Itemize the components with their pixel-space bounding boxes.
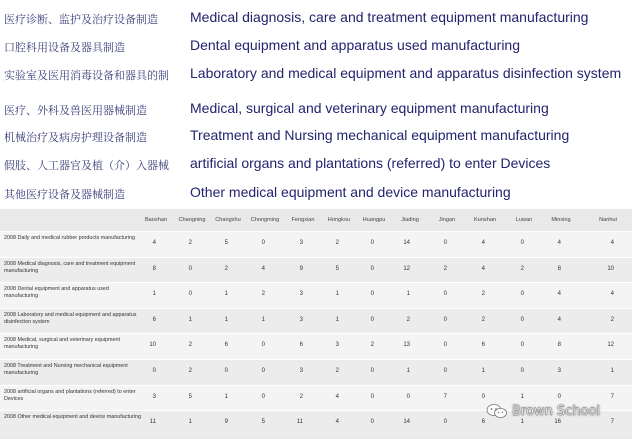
- row-label: 2008 Medical, surgical and veterinary equipment manufacturing: [4, 337, 120, 351]
- table-cell: 8: [557, 342, 561, 349]
- table-cell: 6: [481, 342, 485, 349]
- term-en: Dental equipment and apparatus used manufacturing: [190, 37, 520, 53]
- table-cell: 2: [188, 368, 192, 374]
- term-list: [0, 0, 632, 206]
- table-cell: 1: [224, 291, 228, 298]
- column-header: Kunshan: [473, 217, 497, 223]
- row-label: 2008 Other medical equipment and device manufacturing: [4, 414, 141, 421]
- table-cell: 2: [335, 368, 339, 374]
- table-cell: 3: [152, 393, 156, 400]
- table-cell: 1: [261, 316, 265, 323]
- column-header: Changning: [178, 217, 206, 223]
- term-en: artificial organs and plantations (referred) to enter Devices: [190, 155, 551, 171]
- table-cell: 3: [557, 368, 561, 374]
- table-cell: 4: [557, 291, 561, 298]
- row-label: 2008 Medical diagnosis, care and treatment equipment manufacturing: [4, 260, 136, 274]
- table-cell: 3: [299, 368, 303, 374]
- table-cell: 1: [188, 316, 192, 323]
- table-cell: 5: [188, 393, 192, 400]
- term-zh: 实验室及医用消毒设备和器具的制: [4, 69, 169, 82]
- table-cell: 2: [481, 316, 485, 323]
- row-label: 2008 Dental equipment and apparatus used manufacturing: [4, 286, 109, 300]
- table-cell: 2: [443, 265, 447, 272]
- row-label: 2008 Treatment and Nursing mechanical equipment manufacturing: [4, 363, 128, 376]
- table-cell: 0: [481, 393, 485, 400]
- table-cell: 4: [335, 393, 339, 400]
- table-cell: 0: [370, 419, 374, 426]
- table-cell: 6: [224, 342, 228, 349]
- table-cell: 1: [152, 291, 156, 298]
- table-cell: 2: [188, 240, 192, 246]
- column-header: Minxing: [551, 217, 571, 223]
- row-label: 2008 Daily and medical rubber products manufacturing: [4, 235, 135, 241]
- table-cell: 1: [406, 368, 410, 374]
- table-cell: 0: [370, 291, 374, 298]
- table-row: [0, 333, 632, 359]
- table-cell: 11: [149, 419, 156, 426]
- table-cell: 4: [481, 265, 485, 272]
- table-cell: 0: [443, 368, 447, 374]
- column-header: Chongming: [250, 217, 280, 223]
- table-cell: 1: [520, 393, 524, 400]
- term-en: Medical diagnosis, care and treatment equipment manufacturing: [190, 9, 589, 25]
- table-cell: 4: [557, 316, 561, 323]
- table-cell: 0: [188, 265, 192, 272]
- term-zh: 医疗诊断、监护及治疗设备制造: [4, 13, 158, 26]
- column-header: Nanhui: [599, 217, 617, 223]
- column-header: Huangpu: [362, 217, 386, 223]
- table-cell: 0: [443, 316, 447, 323]
- table-cell: 2: [188, 342, 192, 349]
- table-cell: 0: [370, 393, 374, 400]
- table-cell: 1: [481, 368, 485, 374]
- table-cell: 5: [335, 265, 339, 272]
- term-row: [0, 152, 632, 178]
- column-header: Fengxian: [291, 217, 315, 223]
- table-cell: 0: [520, 342, 524, 349]
- table-cell: 1: [335, 316, 339, 323]
- term-zh: 其他医疗设备及器械制造: [4, 188, 125, 201]
- term-en: Medical, surgical and veterinary equipment manufacturing: [190, 100, 549, 116]
- table-cell: 0: [443, 419, 447, 426]
- term-zh: 口腔科用设备及器具制造: [4, 41, 125, 54]
- table-cell: 0: [188, 291, 192, 298]
- table-cell: 7: [610, 393, 614, 400]
- table-cell: 6: [152, 316, 156, 323]
- table-row: [0, 231, 632, 257]
- table-cell: 0: [520, 291, 524, 298]
- table-cell: 0: [520, 316, 524, 323]
- table-cell: 0: [261, 393, 265, 400]
- table-row: [0, 257, 632, 283]
- table-cell: 9: [299, 265, 303, 272]
- table-row: [0, 282, 632, 308]
- table-cell: 0: [261, 240, 265, 246]
- row-label: 2008 artificial organs and plantations (referred) to enter Devices: [4, 388, 136, 402]
- term-en: Treatment and Nursing mechanical equipment manufacturing: [190, 127, 570, 143]
- table-cell: 0: [152, 368, 156, 374]
- table-cell: 2: [370, 342, 374, 349]
- table-cell: 10: [149, 342, 156, 349]
- term-zh: 医疗、外科及兽医用器械制造: [4, 104, 147, 117]
- row-label: 2008 Laboratory and medical equipment and apparatus disinfection system: [4, 311, 137, 325]
- term-row: [0, 181, 632, 207]
- table-cell: 1: [520, 419, 524, 426]
- table-cell: 10: [607, 265, 614, 272]
- wechat-icon: [486, 403, 508, 419]
- table-cell: 7: [610, 419, 614, 426]
- table-cell: 6: [299, 342, 303, 349]
- table-cell: 8: [152, 265, 156, 272]
- term-zh: 假肢、人工器官及植（介）入器械: [4, 159, 169, 172]
- table-cell: 2: [610, 316, 614, 323]
- column-header: Luwan: [515, 217, 533, 223]
- table-cell: 1: [188, 419, 192, 426]
- column-header: Jingan: [438, 217, 456, 223]
- table-cell: 0: [261, 368, 265, 374]
- column-header: Hongkou: [327, 217, 351, 223]
- table-cell: 13: [403, 342, 410, 349]
- table-row: [0, 359, 632, 385]
- table-cell: 2: [520, 265, 524, 272]
- table-cell: 8: [557, 265, 561, 272]
- watermark-text: Brown School: [512, 403, 601, 419]
- table-cell: 14: [403, 419, 410, 426]
- watermark: [486, 402, 626, 420]
- table-cell: 1: [406, 291, 410, 298]
- table-cell: 0: [370, 316, 374, 323]
- table-cell: 1: [224, 316, 228, 323]
- table-cell: 2: [406, 316, 410, 323]
- term-row: [0, 62, 632, 88]
- table-cell: 1: [335, 291, 339, 298]
- table-cell: 2: [224, 265, 228, 272]
- table-cell: 0: [370, 368, 374, 374]
- column-header: Changshu: [215, 217, 241, 223]
- table-cell: 12: [403, 265, 410, 272]
- table-cell: 1: [610, 368, 614, 374]
- table-cell: 0: [406, 393, 410, 400]
- table-cell: 11: [296, 419, 303, 426]
- table-cell: 4: [557, 240, 561, 246]
- table-cell: 4: [152, 240, 156, 246]
- table-cell: 0: [443, 291, 447, 298]
- table-cell: 9: [224, 419, 228, 426]
- table-cell: 5: [224, 240, 228, 246]
- table-cell: 0: [443, 240, 447, 246]
- table-cell: 0: [370, 265, 374, 272]
- table-cell: 5: [261, 419, 265, 426]
- table-cell: 3: [299, 316, 303, 323]
- table-cell: 14: [403, 240, 410, 246]
- table-cell: 0: [520, 368, 524, 374]
- table-cell: 0: [370, 240, 374, 246]
- table-cell: 12: [607, 342, 614, 349]
- term-row: [0, 34, 632, 60]
- table-cell: 2: [335, 240, 339, 246]
- table-cell: 6: [481, 419, 485, 426]
- term-zh: 机械治疗及病房护理设备制造: [4, 131, 147, 144]
- table-cell: 1: [224, 393, 228, 400]
- term-row: [0, 6, 632, 32]
- table-cell: 0: [224, 368, 228, 374]
- table-row: [0, 308, 632, 334]
- term-row: [0, 97, 632, 123]
- table-cell: 0: [520, 240, 524, 246]
- table-cell: 2: [261, 291, 265, 298]
- column-header: Jiading: [401, 217, 419, 223]
- column-header: Baoshan: [144, 217, 168, 223]
- table-cell: 2: [481, 291, 485, 298]
- table-cell: 0: [557, 393, 561, 400]
- table-cell: 4: [261, 265, 265, 272]
- term-en: Laboratory and medical equipment and apparatus disinfection system: [190, 65, 622, 81]
- table-cell: 3: [335, 342, 339, 349]
- table-cell: 3: [299, 240, 303, 246]
- table-cell: 3: [299, 291, 303, 298]
- table-cell: 4: [610, 291, 614, 298]
- table-cell: 4: [610, 240, 614, 246]
- table-cell: 4: [335, 419, 339, 426]
- table-cell: 16: [554, 419, 561, 426]
- table-cell: 0: [261, 342, 265, 349]
- table-cell: 0: [443, 342, 447, 349]
- term-row: [0, 124, 632, 150]
- table-cell: 7: [443, 393, 447, 400]
- table-cell: 2: [299, 393, 303, 400]
- term-en: Other medical equipment and device manufacturing: [190, 184, 511, 200]
- table-cell: 4: [481, 240, 485, 246]
